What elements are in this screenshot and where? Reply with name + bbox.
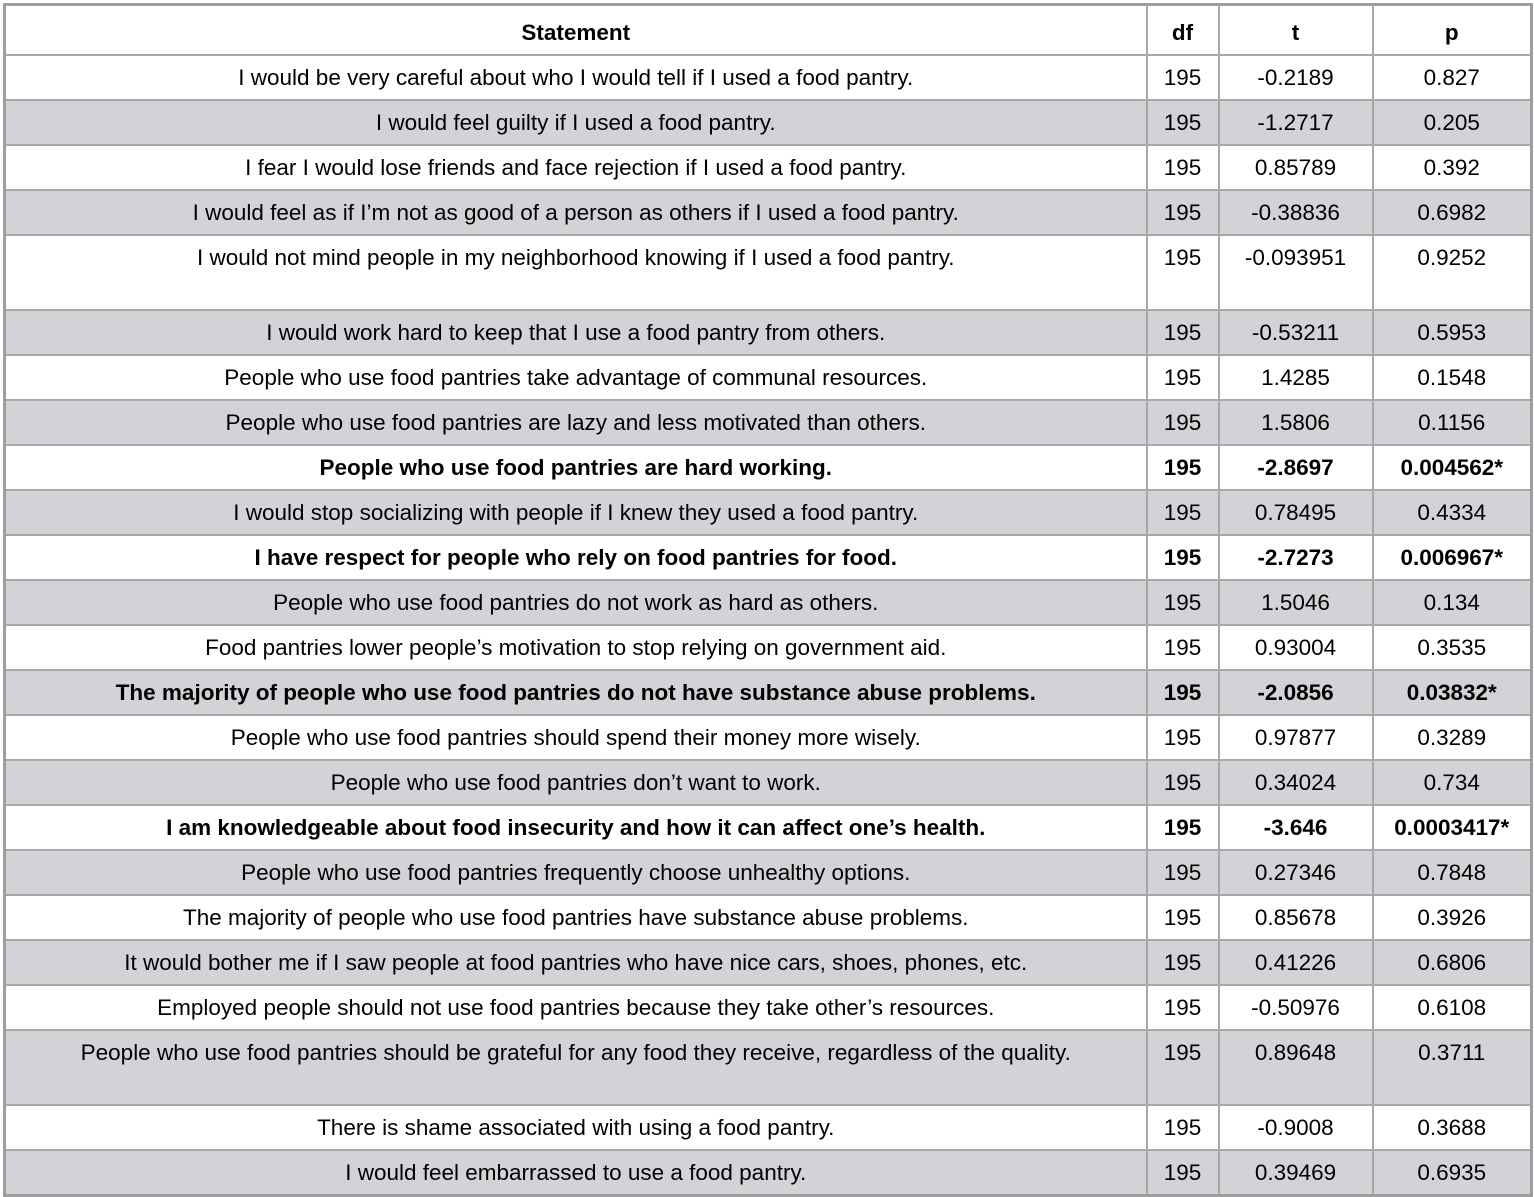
header-statement: Statement — [5, 5, 1147, 56]
cell-p: 0.6935 — [1373, 1150, 1532, 1196]
table-row — [5, 235, 1532, 310]
cell-t: 0.34024 — [1219, 760, 1373, 805]
cell-p: 0.7848 — [1373, 850, 1532, 895]
cell-p: 0.205 — [1373, 100, 1532, 145]
header-t: t — [1219, 5, 1373, 56]
table-row — [5, 490, 1532, 535]
cell-df: 195 — [1147, 805, 1219, 850]
cell-p: 0.03832* — [1373, 670, 1532, 715]
cell-t: -2.8697 — [1219, 445, 1373, 490]
cell-t: -0.2189 — [1219, 55, 1373, 100]
table-row — [5, 355, 1532, 400]
cell-statement: There is shame associated with using a food pantry. — [5, 1105, 1147, 1150]
cell-t: 0.78495 — [1219, 490, 1373, 535]
cell-df: 195 — [1147, 355, 1219, 400]
cell-t: -0.53211 — [1219, 310, 1373, 355]
cell-df: 195 — [1147, 670, 1219, 715]
cell-df: 195 — [1147, 235, 1219, 310]
cell-statement: Food pantries lower people’s motivation to stop relying on government aid. — [5, 625, 1147, 670]
cell-t: 0.85678 — [1219, 895, 1373, 940]
cell-p: 0.006967* — [1373, 535, 1532, 580]
cell-t: 0.89648 — [1219, 1030, 1373, 1105]
cell-statement: People who use food pantries don’t want to work. — [5, 760, 1147, 805]
cell-df: 195 — [1147, 715, 1219, 760]
cell-df: 195 — [1147, 190, 1219, 235]
cell-t: 1.5806 — [1219, 400, 1373, 445]
table-row — [5, 985, 1532, 1030]
cell-df: 195 — [1147, 1030, 1219, 1105]
cell-statement: People who use food pantries are lazy and less motivated than others. — [5, 400, 1147, 445]
table-row — [5, 715, 1532, 760]
cell-p: 0.1548 — [1373, 355, 1532, 400]
cell-p: 0.6806 — [1373, 940, 1532, 985]
cell-statement: I would stop socializing with people if I knew they used a food pantry. — [5, 490, 1147, 535]
cell-p: 0.1156 — [1373, 400, 1532, 445]
table-row — [5, 55, 1532, 100]
cell-t: 0.97877 — [1219, 715, 1373, 760]
cell-t: 0.93004 — [1219, 625, 1373, 670]
cell-t: 0.41226 — [1219, 940, 1373, 985]
results-table-container — [3, 3, 1533, 1197]
cell-df: 195 — [1147, 1105, 1219, 1150]
table-row — [5, 850, 1532, 895]
cell-statement: I would be very careful about who I would tell if I used a food pantry. — [5, 55, 1147, 100]
header-row — [5, 5, 1532, 56]
cell-statement: I would work hard to keep that I use a food pantry from others. — [5, 310, 1147, 355]
cell-t: 1.4285 — [1219, 355, 1373, 400]
table-row — [5, 445, 1532, 490]
cell-df: 195 — [1147, 1150, 1219, 1196]
table-row — [5, 400, 1532, 445]
cell-p: 0.134 — [1373, 580, 1532, 625]
cell-p: 0.3535 — [1373, 625, 1532, 670]
table-row — [5, 100, 1532, 145]
cell-df: 195 — [1147, 445, 1219, 490]
cell-p: 0.004562* — [1373, 445, 1532, 490]
cell-t: -3.646 — [1219, 805, 1373, 850]
cell-statement: People who use food pantries take advantage of communal resources. — [5, 355, 1147, 400]
cell-statement: People who use food pantries should be grateful for any food they receive, regardless of the quality. — [5, 1030, 1147, 1105]
cell-p: 0.9252 — [1373, 235, 1532, 310]
cell-df: 195 — [1147, 580, 1219, 625]
cell-p: 0.0003417* — [1373, 805, 1532, 850]
cell-p: 0.6108 — [1373, 985, 1532, 1030]
table-body — [5, 55, 1532, 1196]
cell-p: 0.392 — [1373, 145, 1532, 190]
table-row — [5, 1030, 1532, 1105]
cell-statement: I would not mind people in my neighborhood knowing if I used a food pantry. — [5, 235, 1147, 310]
cell-df: 195 — [1147, 310, 1219, 355]
cell-p: 0.5953 — [1373, 310, 1532, 355]
cell-statement: Employed people should not use food pantries because they take other’s resources. — [5, 985, 1147, 1030]
table-row — [5, 670, 1532, 715]
table-row — [5, 895, 1532, 940]
cell-statement: People who use food pantries frequently choose unhealthy options. — [5, 850, 1147, 895]
table-row — [5, 940, 1532, 985]
cell-t: -0.38836 — [1219, 190, 1373, 235]
cell-statement: I would feel embarrassed to use a food pantry. — [5, 1150, 1147, 1196]
cell-p: 0.3289 — [1373, 715, 1532, 760]
cell-df: 195 — [1147, 55, 1219, 100]
cell-statement: The majority of people who use food pantries have substance abuse problems. — [5, 895, 1147, 940]
cell-statement: It would bother me if I saw people at food pantries who have nice cars, shoes, phones, etc. — [5, 940, 1147, 985]
table-row — [5, 190, 1532, 235]
cell-df: 195 — [1147, 985, 1219, 1030]
table-row — [5, 310, 1532, 355]
header-df: df — [1147, 5, 1219, 56]
cell-df: 195 — [1147, 100, 1219, 145]
results-table — [3, 3, 1533, 1197]
table-row — [5, 805, 1532, 850]
table-row — [5, 535, 1532, 580]
table-row — [5, 760, 1532, 805]
cell-df: 195 — [1147, 850, 1219, 895]
cell-statement: I have respect for people who rely on food pantries for food. — [5, 535, 1147, 580]
cell-statement: The majority of people who use food pantries do not have substance abuse problems. — [5, 670, 1147, 715]
table-row — [5, 1105, 1532, 1150]
cell-t: -0.9008 — [1219, 1105, 1373, 1150]
cell-statement: I fear I would lose friends and face rejection if I used a food pantry. — [5, 145, 1147, 190]
cell-t: 0.27346 — [1219, 850, 1373, 895]
cell-df: 195 — [1147, 625, 1219, 670]
table-row — [5, 580, 1532, 625]
cell-t: -2.0856 — [1219, 670, 1373, 715]
cell-statement: People who use food pantries should spend their money more wisely. — [5, 715, 1147, 760]
cell-p: 0.734 — [1373, 760, 1532, 805]
cell-p: 0.3688 — [1373, 1105, 1532, 1150]
cell-statement: I would feel guilty if I used a food pantry. — [5, 100, 1147, 145]
cell-t: -0.50976 — [1219, 985, 1373, 1030]
cell-p: 0.827 — [1373, 55, 1532, 100]
cell-df: 195 — [1147, 895, 1219, 940]
cell-t: -1.2717 — [1219, 100, 1373, 145]
cell-t: 0.85789 — [1219, 145, 1373, 190]
cell-t: -0.093951 — [1219, 235, 1373, 310]
cell-statement: People who use food pantries do not work as hard as others. — [5, 580, 1147, 625]
cell-statement: I am knowledgeable about food insecurity and how it can affect one’s health. — [5, 805, 1147, 850]
cell-df: 195 — [1147, 490, 1219, 535]
cell-df: 195 — [1147, 940, 1219, 985]
cell-df: 195 — [1147, 760, 1219, 805]
cell-t: 1.5046 — [1219, 580, 1373, 625]
cell-p: 0.4334 — [1373, 490, 1532, 535]
header-p: p — [1373, 5, 1532, 56]
cell-df: 195 — [1147, 400, 1219, 445]
table-row — [5, 625, 1532, 670]
cell-p: 0.3926 — [1373, 895, 1532, 940]
cell-p: 0.6982 — [1373, 190, 1532, 235]
cell-t: -2.7273 — [1219, 535, 1373, 580]
cell-p: 0.3711 — [1373, 1030, 1532, 1105]
cell-t: 0.39469 — [1219, 1150, 1373, 1196]
cell-statement: People who use food pantries are hard working. — [5, 445, 1147, 490]
cell-statement: I would feel as if I’m not as good of a person as others if I used a food pantry. — [5, 190, 1147, 235]
cell-df: 195 — [1147, 145, 1219, 190]
table-row — [5, 1150, 1532, 1196]
cell-df: 195 — [1147, 535, 1219, 580]
table-row — [5, 145, 1532, 190]
